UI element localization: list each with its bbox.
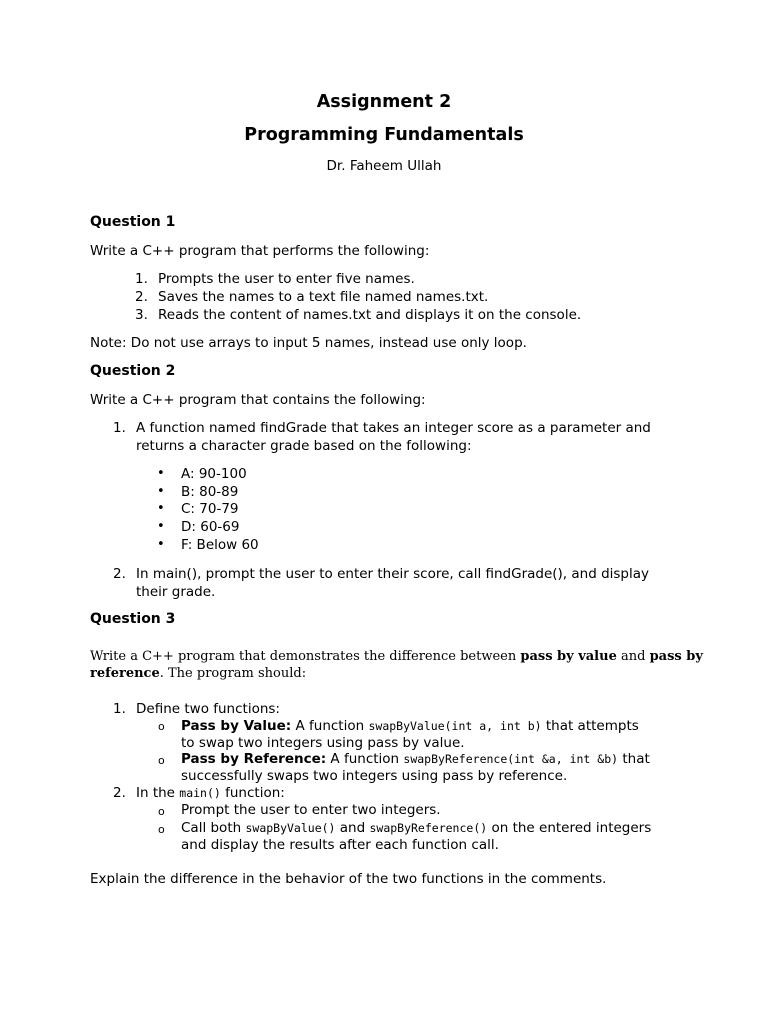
question-3-closing: Explain the difference in the behavior of the two functions in the comments. — [90, 871, 607, 887]
list-number: 2. — [113, 566, 126, 582]
item-text: function: — [220, 785, 285, 801]
list-item: In main(), prompt the user to enter their score, call findGrade(), and display — [136, 566, 650, 582]
intro-text: . The program should: — [159, 666, 307, 681]
code-snippet: swapByValue(int a, int b) — [368, 719, 542, 733]
grade-item: A: 90-100 — [181, 466, 247, 482]
list-number: 2. — [135, 289, 148, 305]
list-item-continuation: to swap two integers using pass by value. — [181, 735, 465, 751]
list-item-continuation: their grade. — [136, 584, 216, 600]
question-3-heading: Question 3 — [90, 611, 176, 627]
intro-text: and — [616, 649, 650, 664]
question-3-intro-continuation — [90, 666, 306, 681]
circle-bullet-icon: o — [158, 823, 165, 836]
bullet-icon: • — [157, 537, 165, 552]
list-number: 1. — [113, 420, 126, 436]
list-number: 2. — [113, 785, 126, 801]
intro-bold-pass-by: pass by — [649, 649, 703, 664]
pass-by-reference-item — [181, 751, 650, 767]
bullet-icon: • — [157, 501, 165, 516]
bullet-icon: • — [157, 519, 165, 534]
list-item-continuation: and display the results after each function call. — [181, 837, 499, 853]
grade-item: F: Below 60 — [181, 537, 259, 553]
grade-item: C: 70-79 — [181, 501, 239, 517]
circle-bullet-icon: o — [158, 805, 165, 818]
intro-bold-pass-by-value: pass by value — [520, 649, 617, 664]
sub-list-item — [181, 820, 651, 836]
list-item-continuation: successfully swaps two integers using pass by reference. — [181, 768, 568, 784]
question-3-intro — [90, 649, 703, 664]
bullet-icon: • — [157, 466, 165, 481]
list-item: Define two functions: — [136, 701, 280, 717]
question-1-note: Note: Do not use arrays to input 5 names, instead use only loop. — [90, 335, 527, 351]
grade-item: B: 80-89 — [181, 484, 239, 500]
list-item-continuation: returns a character grade based on the following: — [136, 438, 472, 454]
item-text: that — [618, 751, 650, 767]
question-1-intro: Write a C++ program that performs the following: — [90, 243, 430, 259]
list-item: A function named findGrade that takes an integer score as a parameter and — [136, 420, 651, 436]
item-text: and — [335, 820, 370, 836]
code-snippet: swapByValue() — [245, 821, 336, 835]
pass-by-reference-label: Pass by Reference: — [181, 751, 327, 767]
circle-bullet-icon: o — [158, 720, 165, 733]
page-subtitle: Programming Fundamentals — [244, 125, 524, 145]
intro-bold-reference: reference — [90, 666, 160, 681]
bullet-icon: • — [157, 484, 165, 499]
code-snippet: main() — [179, 786, 221, 800]
author-name: Dr. Faheem Ullah — [326, 158, 442, 174]
list-item: Saves the names to a text file named names.txt. — [158, 289, 489, 305]
question-1-heading: Question 1 — [90, 214, 176, 230]
list-number: 1. — [135, 271, 148, 287]
item-text: In the — [136, 785, 180, 801]
pass-by-value-label: Pass by Value: — [181, 718, 292, 734]
question-2-heading: Question 2 — [90, 363, 176, 379]
code-snippet: swapByReference(int &a, int &b) — [403, 752, 619, 766]
list-number: 1. — [113, 701, 126, 717]
item-text: Call both — [181, 820, 246, 836]
item-text: that attempts — [541, 718, 639, 734]
question-2-intro: Write a C++ program that contains the following: — [90, 392, 426, 408]
list-item: Reads the content of names.txt and displays it on the console. — [158, 307, 582, 323]
item-text: A function — [291, 718, 369, 734]
circle-bullet-icon: o — [158, 754, 165, 767]
list-item — [136, 785, 285, 801]
intro-text: Write a C++ program that demonstrates the difference between — [90, 649, 521, 664]
item-text: on the entered integers — [487, 820, 652, 836]
item-text: A function — [326, 751, 404, 767]
code-snippet: swapByReference() — [369, 821, 488, 835]
pass-by-value-item — [181, 718, 639, 734]
grade-item: D: 60-69 — [181, 519, 240, 535]
list-item: Prompts the user to enter five names. — [158, 271, 415, 287]
page-title: Assignment 2 — [316, 92, 452, 112]
list-number: 3. — [135, 307, 148, 323]
sub-list-item: Prompt the user to enter two integers. — [181, 802, 441, 818]
